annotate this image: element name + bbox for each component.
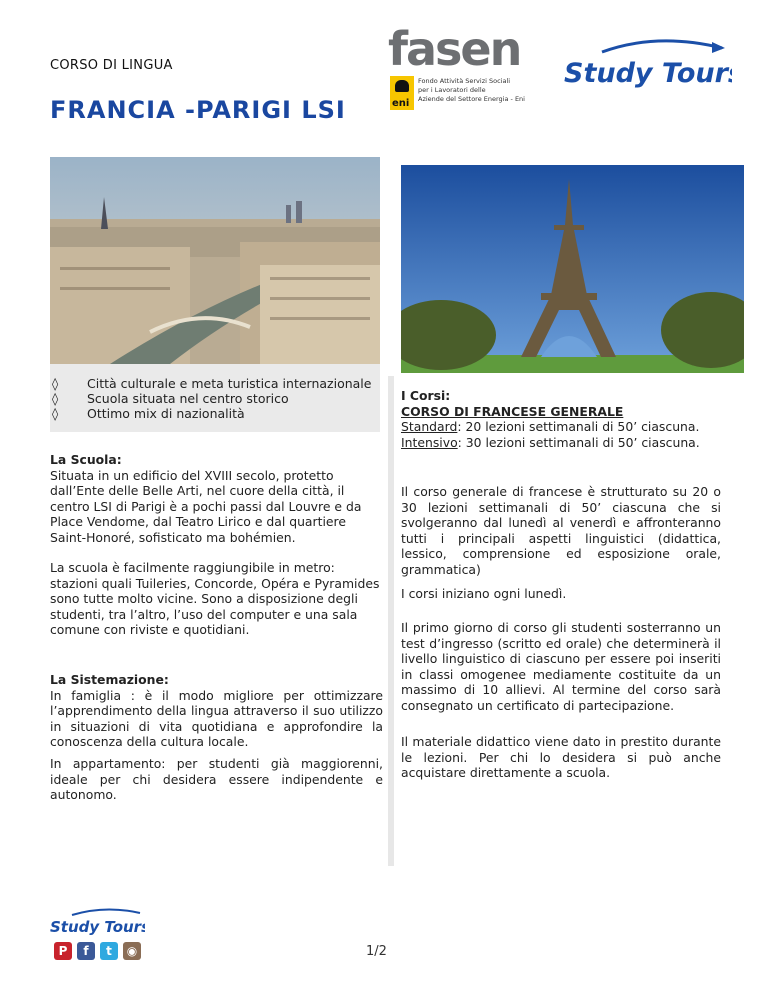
highlight-text: Scuola situata nel centro storico <box>87 391 289 406</box>
accommodation-family-text: In famiglia : è il modo migliore per ottimizzare l’apprendimento della lingua attraverso il suo utilizzo in situazioni di vita quotidiana e approfondire la conoscenza della cultura locale. <box>50 687 383 749</box>
eni-dog-icon <box>395 80 409 92</box>
eni-label: eni <box>392 98 410 109</box>
eni-logo <box>390 76 414 110</box>
highlight-text: Città culturale e meta turistica internazionale <box>87 376 372 391</box>
courses-start <box>401 586 721 602</box>
courses-paragraph-1: Il corso generale di francese è strutturato su 20 o 30 lezioni settimanali di 50’ ciascuna che si svolgeranno dal lunedì al venerdì e affronteranno tutti i principali aspetti linguistici (didattica, lessico, comprensione ed esposizione orale, grammatica) <box>401 484 721 577</box>
courses-structure <box>401 484 721 577</box>
intensive-course-line <box>401 435 721 451</box>
intensive-label: Intensivo <box>401 434 458 450</box>
courses-paragraph-3: Il primo giorno di corso gli studenti sosterranno un test d’ingresso (scritto ed orale) che determinerà il livello linguistico di ciascuno per essere poi inseriti in classi omogenee mediamente costituite da un massimo di 10 allievi. Al termine del corso sarà consegnato un certificato di partecipazione. <box>401 620 721 713</box>
courses-section <box>401 388 721 450</box>
courses-paragraph-2: I corsi iniziano ogni lunedì. <box>401 586 567 601</box>
standard-text: : 20 lezioni settimanali di 50’ ciascuna. <box>457 419 700 434</box>
diamond-icon: ◊ <box>52 376 59 391</box>
accommodation-section <box>50 672 383 750</box>
school-paragraph-1: Situata in un edificio del XVIII secolo, protetto dall’Ente delle Belle Arti, nel cuore della città, il centro LSI di Parigi è a pochi passi dal Louvre e da Place Vendome, dal Teatro Lirico e dal quartiere Saint-Honoré, sofisticato ma bohémien. <box>50 467 362 545</box>
fasen-subtitle-line: per i Lavoratori delle <box>418 86 486 94</box>
fasen-subtitle-line: Fondo Attività Servizi Sociali <box>418 77 511 85</box>
courses-test <box>401 620 721 713</box>
fasen-subtitle <box>418 77 548 104</box>
list-item <box>50 376 380 391</box>
diamond-icon: ◊ <box>52 391 59 406</box>
courses-subheading: CORSO DI FRANCESE GENERALE <box>401 403 624 419</box>
footer-logo-wordmark: Study Tours <box>50 918 145 936</box>
list-item <box>50 406 380 421</box>
study-tours-wordmark: Study Tours <box>564 58 732 89</box>
facebook-icon[interactable]: f <box>77 942 95 960</box>
accommodation-heading: La Sistemazione: <box>50 672 169 687</box>
standard-course-line <box>401 419 721 435</box>
courses-materials <box>401 734 721 781</box>
school-heading: La Scuola: <box>50 452 122 467</box>
page-title: FRANCIA -PARIGI LSI <box>50 96 346 124</box>
accommodation-apartment-section <box>50 756 383 803</box>
list-item <box>50 391 380 406</box>
courses-heading: I Corsi: <box>401 388 451 403</box>
instagram-icon[interactable]: ◉ <box>123 942 141 960</box>
eiffel-tower-photo <box>401 165 744 373</box>
fasen-logo <box>386 22 536 112</box>
highlight-text: Ottimo mix di nazionalità <box>87 406 245 421</box>
study-tours-logo <box>562 38 732 98</box>
accommodation-apartment-text: In appartamento: per studenti già maggiorenni, ideale per chi desidera essere indipendente e autonomo. <box>50 756 383 802</box>
column-divider <box>388 376 394 866</box>
courses-paragraph-4: Il materiale didattico viene dato in prestito durante le lezioni. Per chi lo desidera si può anche acquistare direttamente a scuola. <box>401 734 721 780</box>
fasen-subtitle-line: Aziende del Settore Energia - Eni <box>418 95 525 103</box>
footer-study-tours-logo <box>50 908 145 938</box>
twitter-icon[interactable]: t <box>100 942 118 960</box>
highlights-list <box>50 376 380 421</box>
school-paragraph-2: La scuola è facilmente raggiungibile in metro: stazioni quali Tuileries, Concorde, Opéra e Pyramides sono tutte molto vicine. Sono a disposizione degli studenti, tra l’altro, l’uso del computer e una sala comune con riviste e quotidiani. <box>50 560 380 637</box>
fasen-wordmark: fasen <box>388 22 521 76</box>
school-section <box>50 452 380 545</box>
paris-cityscape-photo <box>50 157 380 364</box>
page-number: 1/2 <box>366 944 387 959</box>
school-access-section <box>50 560 380 638</box>
diamond-icon: ◊ <box>52 406 59 421</box>
intensive-text: : 30 lezioni settimanali di 50’ ciascuna. <box>457 434 700 450</box>
pinterest-icon[interactable]: P <box>54 942 72 960</box>
standard-label: Standard <box>401 419 458 434</box>
course-kicker: CORSO DI LINGUA <box>50 58 173 73</box>
